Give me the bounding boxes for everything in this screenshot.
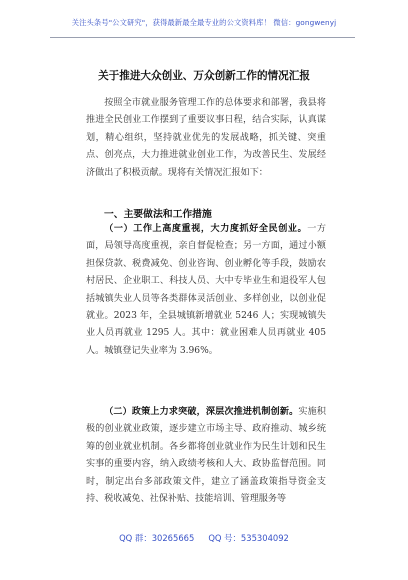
item-2-text: 实施积极的创业就业政策，逐步建立市场主导、政府推动、城乡统筹的创业就业机制。各乡都将创业就业作为民生计划和民生实事的重要内容，纳入政绩考核和人大、政协监督范围。同时，制定出台多部政策文件，建立了涵盖政策指导资金支持、税收减免、社保补贴、技能培训、管理服务等 bbox=[86, 407, 326, 505]
header-banner: 关注头条号"公文研究"，获得最新最全最专业的公文资料库！ 微信：gongwenyj bbox=[71, 18, 337, 27]
section-heading-1: 一、主要做法和工作措施 bbox=[104, 209, 212, 220]
footer-contacts bbox=[0, 532, 408, 544]
footer-qq-group: QQ 群：30265665 bbox=[119, 533, 195, 543]
item-1-text: 一方面，局领导高度重视，亲自督促检查；另一方面，通过小额担保贷款、税费减免、创业咨询、创业孵化等手段，鼓励农村居民、企业职工、科技人员、大中专毕业生和退役军人包括城镇失业人员等各类群体灵活创业、多样创业，以创业促就业。2023 年，全县城镇新增就业 5246 人；实现城镇失业人员再就业 1295 人。其中：就业困难人员再就业 405 人。城镇登记失业率为 3.96%。 bbox=[86, 224, 326, 356]
document-title: 关于推进大众创业、万众创新工作的情况汇报 bbox=[98, 70, 310, 82]
header-divider bbox=[50, 37, 355, 38]
item-1-lead: （一）工作上高度重视，大力度抓好全民创业。 bbox=[104, 224, 308, 234]
item-2-lead: （二）政策上力求突破，深层次推进机制创新。 bbox=[104, 407, 299, 417]
intro-paragraph: 按照全市就业服务管理工作的总体要求和部署，我县将推进全民创业工作摆到了重要议事日程，结合实际，认真谋划，精心组织，坚持就业优先的发展战略，抓关键、突重点、创亮点，大力推进就业创业工作，为改善民生、发展经济做出了积极贡献。现将有关情况汇报如下： bbox=[86, 98, 326, 178]
item-1-paragraph bbox=[86, 221, 326, 360]
item-2-paragraph bbox=[86, 404, 326, 508]
footer-qq-number: QQ 号：535304092 bbox=[208, 533, 289, 543]
